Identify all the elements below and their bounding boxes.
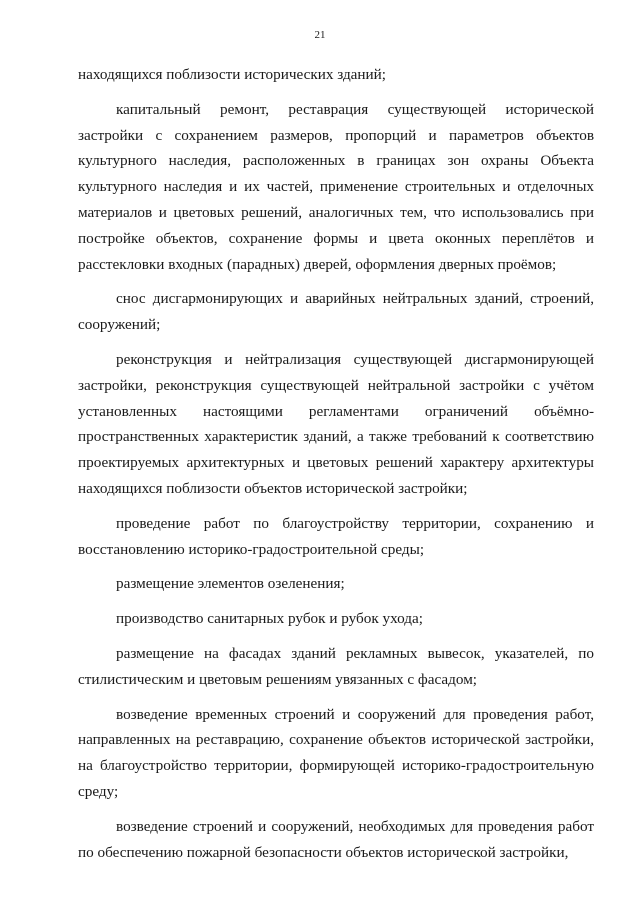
paragraph-fire-safety: возведение строений и сооружений, необходимых для проведения работ по обеспечению пожарной безопасности объектов исторической застройки, [78, 817, 594, 861]
paragraph-demolition: снос дисгармонирующих и аварийных нейтральных зданий, строений, сооружений; [78, 290, 594, 334]
paragraph-signage: размещение на фасадах зданий рекламных вывесок, указателей, по стилистическим и цветовым решениям увязанных с фасадом; [78, 644, 594, 688]
paragraph-sanitary-felling: производство санитарных рубок и рубок ухода; [116, 610, 423, 628]
paragraph-greenery: размещение элементов озеленения; [116, 575, 345, 593]
paragraph-continuation: находящихся поблизости исторических зданий; [78, 66, 387, 83]
paragraph-temporary-structures: возведение временных строений и сооружений для проведения работ, направленных на реставрацию, сохранение объектов исторической застройки, на благоустройство территории, формирующей историко-градостроительную среду; [78, 705, 594, 800]
document-body [78, 62, 594, 874]
page-number: 21 [314, 29, 326, 41]
paragraph-reconstruction: реконструкция и нейтрализация существующей дисгармонирующей застройки, реконструкция существующей нейтральной застройки с учётом установленных настоящими регламентами ограничений объёмно-пространственных характеристик зданий, а также требований к соответствию проектируемых архитектурных и цветовых решений характеру архитектуры находящихся поблизости объектов исторической застройки; [78, 350, 594, 497]
paragraph-capital-repair: капитальный ремонт, реставрация существующей исторической застройки с сохранением размеров, пропорций и параметров объектов культурного наследия, расположенных в границах зон охраны Объекта культурного наследия и их частей, применение строительных и отделочных материалов и цветовых решений, аналогичных тем, что использовались при постройке объектов, сохранение формы и цвета оконных переплётов и расстекловки входных (парадных) дверей, оформления дверных проёмов; [78, 100, 594, 273]
paragraph-landscaping: проведение работ по благоустройству территории, сохранению и восстановлению историко-градостроительной среды; [78, 514, 594, 558]
